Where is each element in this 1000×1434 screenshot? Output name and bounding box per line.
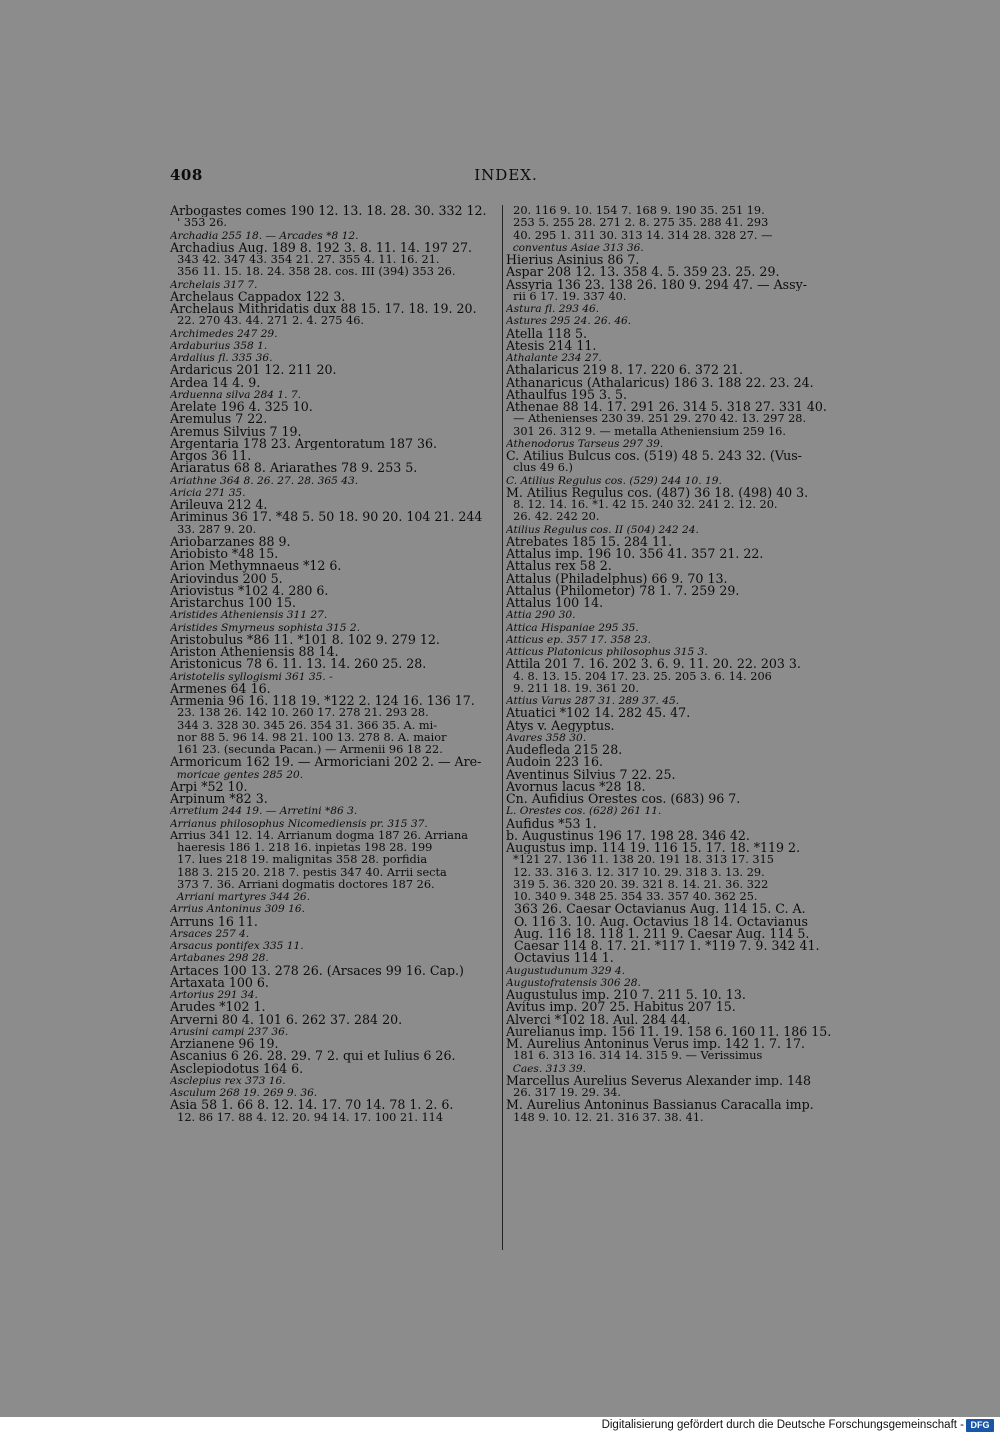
- dfg-logo-icon: DFG: [966, 1419, 994, 1432]
- index-entry-line: clus 49 6.): [506, 462, 573, 475]
- index-entry-line: Augustudunum 329 4.: [506, 964, 625, 977]
- index-entry-line: Ariovindus 200 5.: [170, 572, 283, 585]
- index-entry-line: Atrebates 185 15. 284 11.: [506, 535, 673, 548]
- index-entry-line: Archelaus Cappadox 122 3.: [170, 290, 346, 303]
- index-entry-line: 40. 295 1. 311 30. 313 14. 314 28. 328 27. —: [506, 229, 773, 242]
- column-divider: [502, 205, 503, 1250]
- index-entry-line: — Athenienses 230 39. 251 29. 270 42. 13. 297 28.: [506, 413, 807, 426]
- index-entry-line: ' 353 26.: [170, 217, 227, 230]
- index-entry-line: 188 3. 215 20. 218 7. pestis 347 40. Arrii secta: [170, 866, 447, 879]
- index-entry-line: 23. 138 26. 142 10. 260 17. 278 21. 293 28.: [170, 707, 429, 720]
- index-entry-line: C. Atilius Bulcus cos. (519) 48 5. 243 32. (Vus-: [506, 450, 802, 463]
- index-entry-line: nor 88 5. 96 14. 98 21. 100 13. 278 8. A. maior: [170, 731, 447, 744]
- index-column-right: [506, 205, 842, 1124]
- index-entry-line: Arusini campi 237 36.: [170, 1025, 289, 1038]
- index-entry-line: 9. 211 18. 19. 361 20.: [506, 682, 639, 695]
- index-entry-line: 10. 340 9. 348 25. 354 33. 357 40. 362 25.: [506, 891, 758, 903]
- index-entry-line: Attalus (Philometor) 78 1. 7. 259 29.: [506, 584, 740, 597]
- page-number: 408: [170, 166, 203, 184]
- index-entry-line: Atuatici *102 14. 282 45. 47.: [506, 707, 691, 720]
- index-entry-line: 148 9. 10. 12. 21. 316 37. 38. 41.: [506, 1111, 704, 1124]
- index-entry-line: Athaulfus 195 3. 5.: [506, 388, 628, 401]
- index-entry-line: Athenae 88 14. 17. 291 26. 314 5. 318 27. 331 40.: [506, 401, 827, 414]
- index-entry-line: Avitus imp. 207 25. Habitus 207 15.: [506, 1001, 736, 1014]
- index-entry-line: Arriani martyres 344 26.: [170, 891, 311, 903]
- index-entry-line: *121 27. 136 11. 138 20. 191 18. 313 17. 315: [506, 854, 774, 867]
- index-entry-line: Aristobulus *86 11. *101 8. 102 9. 279 12.: [170, 633, 440, 646]
- index-entry-line: 181 6. 313 16. 314 14. 315 9. — Verissimus: [506, 1050, 763, 1063]
- running-title: INDEX.: [474, 166, 538, 184]
- index-entry-line: b. Augustinus 196 17. 198 28. 346 42.: [506, 829, 750, 842]
- index-entry-line: M. Aurelius Antoninus Verus imp. 142 1. 7. 17.: [506, 1038, 806, 1051]
- footer-bar: [0, 1417, 1000, 1434]
- index-entry-line: Archelaus Mithridatis dux 88 15. 17. 18. 19. 20.: [170, 303, 477, 316]
- index-entry-line: 344 3. 328 30. 345 26. 354 31. 366 35. A. mi-: [170, 719, 438, 732]
- index-entry-line: Attalus 100 14.: [506, 597, 604, 610]
- index-entry-line: Augustus imp. 114 19. 116 15. 17. 18. *119 2.: [506, 842, 801, 855]
- index-entry-line: Aspar 208 12. 13. 358 4. 5. 359 23. 25. 29.: [506, 266, 780, 279]
- index-entry-line: Athalante 234 27.: [506, 352, 602, 364]
- index-entry-line: Aristonicus 78 6. 11. 13. 14. 260 25. 28.: [170, 658, 427, 671]
- index-entry-line: Attius Varus 287 31. 289 37. 45.: [506, 695, 680, 707]
- index-entry-line: Caes. 313 39.: [506, 1062, 587, 1075]
- index-entry-line: rii 6 17. 19. 337 40.: [506, 290, 627, 303]
- index-entry-line: Cn. Aufidius Orestes cos. (683) 96 7.: [506, 793, 741, 806]
- index-entry-line: Arsacus pontifex 335 11.: [170, 940, 304, 952]
- index-entry-line: Arbogastes comes 190 12. 13. 18. 28. 30. 332 12.: [170, 205, 487, 218]
- index-entry-line: Armenia 96 16. 118 19. *122 2. 124 16. 136 17.: [170, 695, 475, 708]
- index-entry-line: 356 11. 15. 18. 24. 358 28. cos. III (394) 353 26.: [170, 266, 456, 279]
- index-entry-line: Aristotelis syllogismi 361 35. -: [170, 670, 333, 683]
- index-entry-line: 363 26. Caesar Octavianus Aug. 114 15. C. A.: [506, 903, 806, 916]
- index-entry-line: Aristides Smyrneus sophista 315 2.: [170, 621, 360, 634]
- index-entry-line: Aristarchus 100 15.: [170, 597, 297, 610]
- index-entry-line: Arzianene 96 19.: [170, 1038, 279, 1051]
- index-entry-line: M. Aurelius Antoninus Bassianus Caracalla imp.: [506, 1099, 814, 1112]
- index-entry-line: Atticus Platonicus philosophus 315 3.: [506, 646, 708, 658]
- index-entry-line: 343 42. 347 43. 354 21. 27. 355 4. 11. 16. 21.: [170, 254, 440, 266]
- index-entry-line: Argos 36 11.: [170, 450, 252, 463]
- index-entry-line: Arpinum *82 3.: [170, 793, 268, 806]
- index-entry-line: Attalus imp. 196 10. 356 41. 357 21. 22.: [506, 548, 764, 561]
- index-entry-line: Arileuva 212 4.: [170, 499, 268, 512]
- page-header: [170, 166, 842, 188]
- index-entry-line: C. Atilius Regulus cos. (529) 244 10. 19.: [506, 474, 722, 487]
- index-entry-line: Artorius 291 34.: [170, 989, 258, 1001]
- index-entry-line: Audefleda 215 28.: [506, 744, 623, 757]
- index-entry-line: Arsaces 257 4.: [170, 927, 250, 940]
- index-entry-line: Atilius Regulus cos. II (504) 242 24.: [506, 523, 699, 536]
- index-entry-line: Attica Hispaniae 295 35.: [506, 621, 639, 634]
- index-entry-line: Arrius 341 12. 14. Arrianum dogma 187 26. Arriana: [170, 829, 468, 842]
- index-entry-line: Augustulus imp. 210 7. 211 5. 10. 13.: [506, 989, 746, 1002]
- index-entry-line: Assyria 136 23. 138 26. 180 9. 294 47. — Assy-: [506, 278, 807, 291]
- index-entry-line: Athanaricus (Athalaricus) 186 3. 188 22. 23. 24.: [506, 376, 814, 389]
- index-column-left: [170, 205, 500, 1124]
- index-entry-line: Arverni 80 4. 101 6. 262 37. 284 20.: [170, 1013, 403, 1026]
- index-entry-line: Aricia 271 35.: [170, 486, 246, 499]
- footer-credit: Digitalisierung gefördert durch die Deutsche Forschungsgemeinschaft -: [601, 1419, 964, 1431]
- index-entry-line: Marcellus Aurelius Severus Alexander imp. 148: [506, 1074, 812, 1087]
- index-entry-line: Arelate 196 4. 325 10.: [170, 401, 313, 414]
- index-entry-line: Astures 295 24. 26. 46.: [506, 315, 632, 328]
- index-entry-line: 17. lues 218 19. malignitas 358 28. porfidia: [170, 854, 428, 867]
- index-entry-line: Alverci *102 18. Aul. 284 44.: [506, 1013, 691, 1026]
- index-entry-line: Athalaricus 219 8. 17. 220 6. 372 21.: [506, 364, 743, 377]
- index-entry-line: Ariminus 36 17. *48 5. 50 18. 90 20. 104 21. 244: [170, 511, 483, 524]
- index-entry-line: Ariathne 364 8. 26. 27. 28. 365 43.: [170, 474, 359, 487]
- index-entry-line: Ariaratus 68 8. Ariarathes 78 9. 253 5.: [170, 462, 418, 475]
- index-entry-line: 26. 317 19. 29. 34.: [506, 1087, 621, 1099]
- index-entry-line: Aug. 116 18. 118 1. 211 9. Caesar Aug. 114 5.: [506, 927, 810, 940]
- index-entry-line: 12. 86 17. 88 4. 12. 20. 94 14. 17. 100 21. 114: [170, 1111, 444, 1124]
- index-entry-line: L. Orestes cos. (628) 261 11.: [506, 805, 662, 818]
- index-entry-line: Caesar 114 8. 17. 21. *117 1. *119 7. 9. 342 41.: [506, 940, 820, 953]
- index-entry-line: 33. 287 9. 20.: [170, 523, 257, 536]
- index-entry-line: 8. 12. 14. 16. *1. 42 15. 240 32. 241 2. 12. 20.: [506, 499, 778, 511]
- index-entry-line: Atella 118 5.: [506, 327, 588, 340]
- index-entry-line: Aventinus Silvius 7 22. 25.: [506, 768, 676, 781]
- index-entry-line: Arrius Antoninus 309 16.: [170, 903, 305, 916]
- index-entry-line: Ariobisto *48 15.: [170, 548, 279, 561]
- index-entry-line: Arruns 16 11.: [170, 915, 258, 928]
- index-entry-line: Arrianus philosophus Nicomediensis pr. 315 37.: [170, 817, 428, 830]
- index-entry-line: Artaxata 100 6.: [170, 976, 269, 989]
- index-entry-line: Octavius 114 1.: [506, 952, 614, 965]
- index-entry-line: Augustofratensis 306 28.: [506, 976, 641, 989]
- index-entry-line: Argentaria 178 23. Argentoratum 187 36.: [170, 437, 438, 450]
- index-entry-line: 20. 116 9. 10. 154 7. 168 9. 190 35. 251 19.: [506, 205, 765, 217]
- index-entry-line: Attia 290 30.: [506, 609, 576, 622]
- index-entry-line: moricae gentes 285 20.: [170, 768, 304, 781]
- index-entry-line: Arretium 244 19. — Arretini *86 3.: [170, 805, 358, 818]
- index-entry-line: Armoricum 162 19. — Armoriciani 202 2. — Are-: [170, 756, 482, 769]
- index-entry-line: Aremulus 7 22.: [170, 413, 268, 426]
- index-entry-line: Ardaricus 201 12. 211 20.: [170, 364, 337, 377]
- index-entry-line: Aufidus *53 1.: [506, 817, 597, 830]
- index-entry-line: Ascanius 6 26. 28. 29. 7 2. qui et Iulius 6 26.: [170, 1050, 456, 1063]
- index-entry-line: Asia 58 1. 66 8. 12. 14. 17. 70 14. 78 1. 2. 6.: [170, 1099, 454, 1112]
- index-entry-line: Archimedes 247 29.: [170, 327, 278, 340]
- index-entry-line: Artabanes 298 28.: [170, 952, 269, 965]
- index-entry-line: Ariovistus *102 4. 280 6.: [170, 584, 329, 597]
- index-entry-line: 22. 270 43. 44. 271 2. 4. 275 46.: [170, 315, 365, 328]
- index-entry-line: Arduenna silva 284 1. 7.: [170, 388, 301, 401]
- index-entry-line: Audoin 223 16.: [506, 756, 604, 769]
- index-entry-line: M. Atilius Regulus cos. (487) 36 18. (498) 40 3.: [506, 486, 809, 499]
- index-entry-line: O. 116 3. 10. Aug. Octavius 18 14. Octavianus: [506, 915, 808, 928]
- index-entry-line: Attalus (Philadelphus) 66 9. 70 13.: [506, 572, 728, 585]
- index-entry-line: Arion Methymnaeus *12 6.: [170, 560, 342, 573]
- index-entry-line: Artaces 100 13. 278 26. (Arsaces 99 16. Cap.): [170, 964, 464, 977]
- index-entry-line: Atys v. Aegyptus.: [506, 719, 615, 732]
- index-entry-line: Ariston Atheniensis 88 14.: [170, 646, 339, 659]
- index-entry-line: Arudes *102 1.: [170, 1001, 266, 1014]
- index-entry-line: Attalus rex 58 2.: [506, 560, 612, 573]
- index-entry-line: 373 7. 36. Arriani dogmatis doctores 187 26.: [170, 878, 435, 891]
- index-entry-line: 12. 33. 316 3. 12. 317 10. 29. 318 3. 13. 29.: [506, 866, 765, 879]
- index-entry-line: 319 5. 36. 320 20. 39. 321 8. 14. 21. 36. 322: [506, 878, 769, 891]
- index-entry-line: Ariobarzanes 88 9.: [170, 535, 291, 548]
- index-entry-line: Hierius Asinius 86 7.: [506, 254, 640, 267]
- index-entry-line: Aurelianus imp. 156 11. 19. 158 6. 160 11. 186 15.: [506, 1025, 832, 1038]
- index-entry-line: 253 5. 255 28. 271 2. 8. 275 35. 288 41. 293: [506, 217, 769, 230]
- index-entry-line: 161 23. (secunda Pacan.) — Armenii 96 18 22.: [170, 744, 443, 756]
- index-entry-line: Ardalius fl. 335 36.: [170, 352, 273, 364]
- index-entry-line: Asculum 268 19. 269 9. 36.: [170, 1087, 318, 1099]
- index-entry-line: 301 26. 312 9. — metalla Atheniensium 259 16.: [506, 425, 786, 438]
- index-entry-line: Armenes 64 16.: [170, 682, 271, 695]
- index-entry-line: Asclepiodotus 164 6.: [170, 1062, 304, 1075]
- index-entry-line: Ardea 14 4. 9.: [170, 376, 261, 389]
- index-entry-line: Asclepius rex 373 16.: [170, 1074, 286, 1087]
- index-entry-line: Atticus ep. 357 17. 358 23.: [506, 633, 651, 646]
- index-entry-line: 26. 42. 242 20.: [506, 511, 600, 524]
- index-entry-line: Attila 201 7. 16. 202 3. 6. 9. 11. 20. 22. 203 3.: [506, 658, 801, 671]
- index-entry-line: Atesis 214 11.: [506, 339, 597, 352]
- index-entry-line: 4. 8. 13. 15. 204 17. 23. 25. 205 3. 6. 14. 206: [506, 670, 772, 683]
- index-entry-line: Astura fl. 293 46.: [506, 303, 600, 315]
- index-entry-line: Aristides Atheniensis 311 27.: [170, 609, 328, 622]
- index-entry-line: Avares 358 30.: [506, 731, 587, 744]
- index-entry-line: Ardaburius 358 1.: [170, 339, 268, 352]
- index-entry-line: haeresis 186 1. 218 16. inpietas 198 28. 199: [170, 842, 433, 854]
- index-entry-line: Archadia 255 18. — Arcades *8 12.: [170, 229, 359, 242]
- index-entry-line: Archelais 317 7.: [170, 278, 258, 291]
- index-entry-line: Archadius Aug. 189 8. 192 3. 8. 11. 14. 197 27.: [170, 241, 472, 254]
- index-entry-line: conventus Asiae 313 36.: [506, 241, 644, 254]
- index-entry-line: Athenodorus Tarseus 297 39.: [506, 437, 664, 450]
- index-entry-line: Aremus Silvius 7 19.: [170, 425, 302, 438]
- index-entry-line: Arpi *52 10.: [170, 780, 248, 793]
- index-entry-line: Avornus lacus *28 18.: [506, 780, 646, 793]
